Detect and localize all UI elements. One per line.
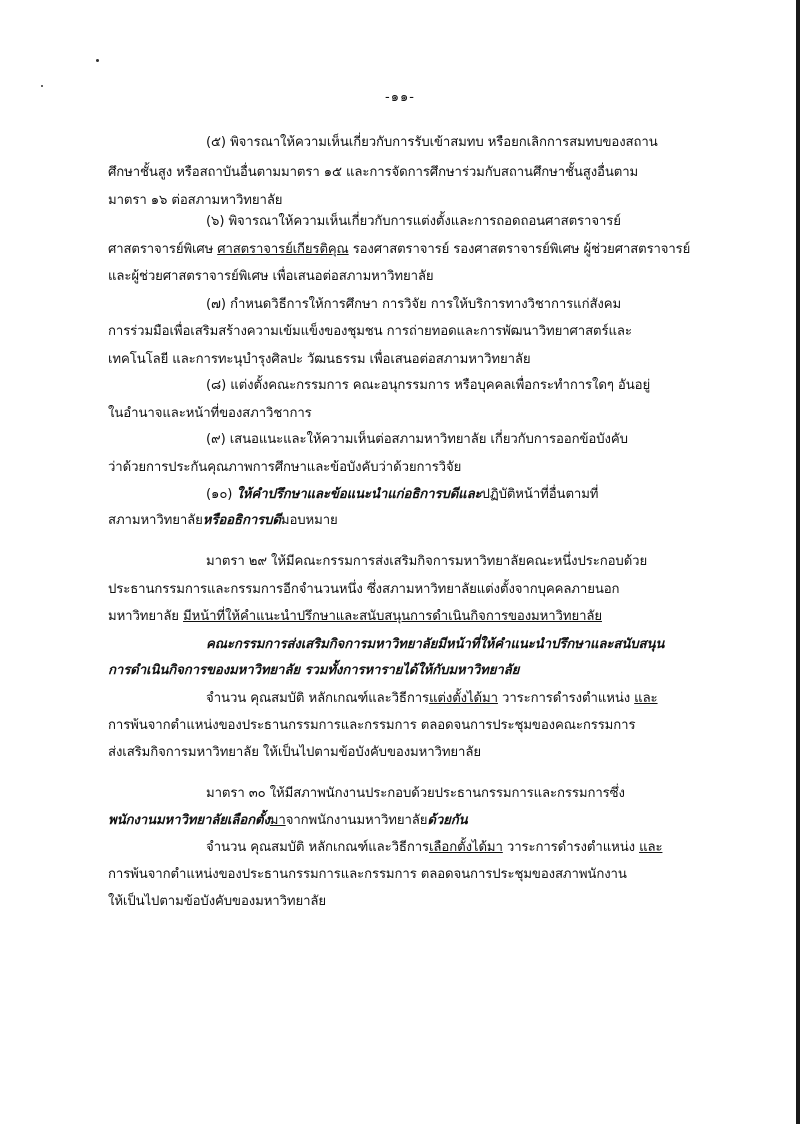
paragraph-line: [206, 552, 647, 572]
text-run: ศาสตราจารย์พิเศษ: [108, 242, 218, 257]
text-run: (๖) พิจารณาให้ความเห็นเกี่ยวกับการแต่งตั้งและการถอดถอนศาสตราจารย์: [206, 214, 621, 229]
text-run: (๙) เสนอแนะและให้ความเห็นต่อสภามหาวิทยาลัย เกี่ยวกับการออกข้อบังคับ: [206, 432, 628, 447]
emphasized-text: การดำเนินกิจการของมหาวิทยาลัย รวมทั้งการหารายได้ให้กับมหาวิทยาลัย: [108, 663, 520, 678]
text-run: วาระการดำรงตำแหน่ง: [502, 840, 640, 855]
paragraph-line: [108, 404, 312, 424]
paragraph-line: [206, 430, 628, 450]
text-run: (๕) พิจารณาให้ความเห็นเกี่ยวกับการรับเข้าสมทบ หรือยกเลิกการสมทบของสถาน: [206, 135, 658, 150]
text-run: มาตรา ๑๖ ต่อสภามหาวิทยาลัย: [108, 193, 283, 208]
paragraph-line: [108, 716, 635, 736]
paragraph-line: [206, 376, 650, 396]
text-run: (๗) กำหนดวิธีการให้การศึกษา การวิจัย การให้บริการทางวิชาการแก่สังคม: [206, 297, 622, 312]
text-run: ว่าด้วยการประกันคุณภาพการศึกษาและข้อบังคับว่าด้วยการวิจัย: [108, 460, 462, 475]
text-run: จำนวน คุณสมบัติ หลักเกณฑ์และวิธีการ: [206, 840, 430, 855]
paragraph-line: [108, 458, 461, 478]
text-run: รองศาสตราจารย์ รองศาสตราจารย์พิเศษ ผู้ช่วยศาสตราจารย์: [348, 242, 691, 257]
paragraph-line: [206, 133, 658, 153]
text-run: มาตรา ๒๙ ให้มีคณะกรรมการส่งเสริมกิจการมหาวิทยาลัยคณะหนึ่งประกอบด้วย: [206, 554, 648, 569]
text-run: ส่งเสริมกิจการมหาวิทยาลัย ให้เป็นไปตามข้อบังคับของมหาวิทยาลัย: [108, 745, 481, 760]
paragraph-line: [108, 811, 468, 831]
text-run: สภามหาวิทยาลัย: [108, 513, 203, 528]
text-run: จากพนักงานมหาวิทยาลัย: [285, 813, 428, 828]
text-run: จำนวน คุณสมบัติ หลักเกณฑ์และวิธีการ: [206, 691, 430, 706]
page-number: -๑๑-: [385, 90, 415, 105]
text-run: มหาวิทยาลัย: [108, 609, 184, 624]
paragraph-line: [108, 240, 690, 260]
underlined-text: มีหน้าที่ให้คำแนะนำปรึกษาและสนับสนุนการดำเนินกิจการของมหาวิทยาลัย: [183, 609, 602, 624]
text-run: การพ้นจากตำแหน่งของประธานกรรมการและกรรมการ ตลอดจนการประชุมของคณะกรรมการ: [108, 718, 636, 733]
text-run: ประธานกรรมการและกรรมการอีกจำนวนหนึ่ง ซึ่งสภามหาวิทยาลัยแต่งตั้งจากบุคคลภายนอก: [108, 582, 620, 597]
paragraph-line: [108, 892, 326, 912]
paragraph-line: [108, 580, 619, 600]
emphasized-text: ให้คำปรึกษาและข้อแนะนำแก่อธิการบดีและ: [236, 487, 482, 502]
underlined-text: เลือกตั้งได้มา: [429, 840, 503, 855]
text-run: ปฏิบัติหน้าที่อื่นตามที่: [481, 487, 599, 502]
underlined-text: ศาสตราจารย์เกียรติคุณ: [217, 242, 349, 257]
text-run: มอบหมาย: [280, 513, 338, 528]
paragraph-line: [108, 743, 481, 763]
underlined-text: มา: [269, 813, 286, 828]
paragraph-line: [206, 784, 625, 804]
underlined-text: และ: [634, 691, 658, 706]
text-run: ให้เป็นไปตามข้อบังคับของมหาวิทยาลัย: [108, 894, 327, 909]
text-run: มาตรา ๓๐ ให้มีสภาพนักงานประกอบด้วยประธานกรรมการและกรรมการซึ่ง: [206, 786, 625, 801]
emphasized-text: พนักงานมหาวิทยาลัยเลือกตั้ง: [108, 813, 270, 828]
text-run: ในอำนาจและหน้าที่ของสภาวิชาการ: [108, 406, 312, 421]
scan-edge-shadow: [796, 0, 800, 1124]
text-run: และผู้ช่วยศาสตราจารย์พิเศษ เพื่อเสนอต่อสภามหาวิทยาลัย: [108, 269, 434, 284]
emphasized-text: ด้วยกัน: [427, 813, 468, 828]
text-run: วาระการดำรงตำแหน่ง: [497, 691, 635, 706]
paragraph-line: [108, 322, 632, 342]
paragraph-line: [206, 689, 658, 709]
paragraph-line: [206, 295, 621, 315]
emphasized-text: คณะกรรมการส่งเสริมกิจการมหาวิทยาลัยมีหน้าที่ให้คำแนะนำปรึกษาและสนับสนุน: [206, 637, 665, 652]
emphasized-text: หรืออธิการบดี: [202, 513, 281, 528]
text-run: ศึกษาชั้นสูง หรือสถาบันอื่นตามมาตรา ๑๕ และการจัดการศึกษาร่วมกับสถานศึกษาชั้นสูงอื่นตาม: [108, 165, 639, 180]
text-run: การพ้นจากตำแหน่งของประธานกรรมการและกรรมการ ตลอดจนการประชุมของสภาพนักงาน: [108, 867, 627, 882]
paragraph-line: [108, 191, 282, 211]
text-run: (๘) แต่งตั้งคณะกรรมการ คณะอนุกรรมการ หรือบุคคลเพื่อกระทำการใดๆ อันอยู่: [206, 378, 651, 393]
text-run: (๑๐): [206, 487, 237, 502]
paragraph-line: [108, 163, 638, 183]
underlined-text: แต่งตั้งได้มา: [429, 691, 498, 706]
paragraph-line: [206, 212, 621, 232]
paragraph-line: [108, 607, 602, 627]
paragraph-line: [108, 350, 531, 370]
paragraph-line: [206, 635, 664, 655]
paragraph-line: [108, 661, 519, 681]
paragraph-line: [108, 865, 627, 885]
text-run: การร่วมมือเพื่อเสริมสร้างความเข้มแข็งของชุมชน การถ่ายทอดและการพัฒนาวิทยาศาสตร์และ: [108, 324, 632, 339]
paragraph-line: [206, 485, 598, 505]
text-run: เทคโนโลยี และการทะนุบำรุงศิลปะ วัฒนธรรม เพื่อเสนอต่อสภามหาวิทยาลัย: [108, 352, 531, 367]
underlined-text: และ: [639, 840, 663, 855]
scan-speck: [96, 59, 99, 62]
paragraph-line: [206, 838, 662, 858]
paragraph-line: [108, 511, 338, 531]
paragraph-line: [108, 267, 434, 287]
